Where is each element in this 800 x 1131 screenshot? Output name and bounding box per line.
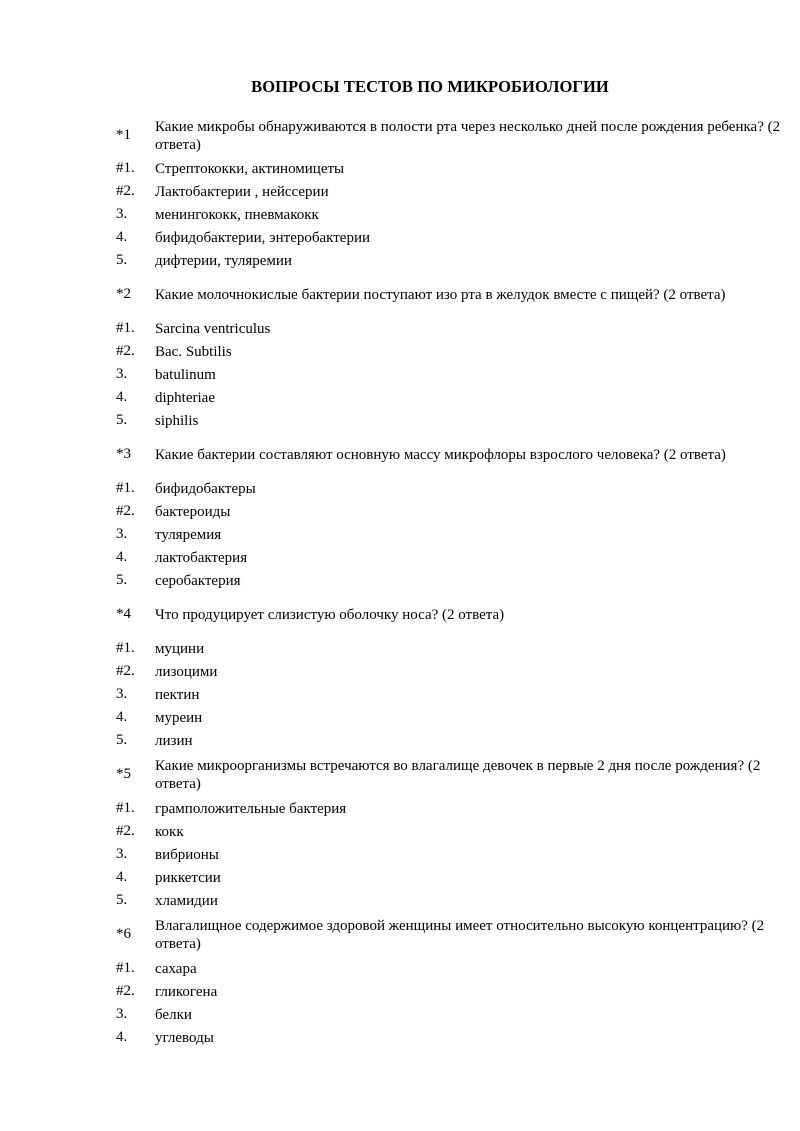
answer-number: #2. [116,343,135,359]
answer-text: белки [155,1007,192,1023]
question-number: *4 [116,606,131,622]
question-number: *3 [116,446,131,462]
answer-text: серобактерия [155,573,241,589]
answer-text: Bac. Subtilis [155,344,232,360]
page-title: ВОПРОСЫ ТЕСТОВ ПО МИКРОБИОЛОГИИ [251,77,609,96]
question-text-line: ответа) [155,137,201,153]
answer-number: 4. [116,389,128,405]
answer-text: менингококк, пневмакокк [155,207,319,223]
answer-number: #1. [116,320,135,336]
question-number: *5 [116,766,131,782]
answer-text: бифидобактеры [155,481,256,497]
question-text-line: ответа) [155,776,201,792]
question-text [155,606,504,624]
question-text [155,118,780,154]
answer-number: 3. [116,1006,128,1022]
answer-number: #1. [116,960,135,976]
answer-number: 3. [116,206,128,222]
answer-number: 4. [116,709,128,725]
answer-text: вибрионы [155,847,219,863]
question-text-line: Какие микробы обнаруживаются в полости рта через несколько дней после рождения ребенка? (2 [155,119,781,135]
answer-text: дифтерии, туляремии [155,253,292,269]
answer-text: Sarcina ventriculus [155,321,271,337]
answer-number: #2. [116,823,135,839]
answer-text: кокк [155,824,184,840]
answer-number: 5. [116,252,128,268]
answer-text: siphilis [155,413,199,429]
answer-text: лизин [155,733,193,749]
answer-text: batulinum [155,367,216,383]
question-text [155,446,726,464]
answer-number: #2. [116,183,135,199]
answer-text: Лактобактерии , нейссерии [155,184,329,200]
answer-number: #1. [116,800,135,816]
answer-text: лизоцими [155,664,218,680]
answer-text: хламидии [155,893,218,909]
answer-text: сахара [155,961,197,977]
question-text-line: Какие бактерии составляют основную массу микрофлоры взрослого человека? (2 ответа) [155,447,726,463]
answer-text: муреин [155,710,203,726]
answer-text: грамположительные бактерия [155,801,347,817]
question-text-line: Какие молочнокислые бактерии поступают изо рта в желудок вместе с пищей? (2 ответа) [155,287,726,303]
question-text [155,757,760,793]
answer-number: 4. [116,229,128,245]
answer-text: diphteriae [155,390,215,406]
answer-text: туляремия [155,527,222,543]
answer-number: 3. [116,686,128,702]
answer-text: лактобактерия [155,550,248,566]
answer-number: 5. [116,732,128,748]
question-text-line: Что продуцирует слизистую оболочку носа? (2 ответа) [155,607,505,623]
answer-text: риккетсии [155,870,221,886]
answer-number: #1. [116,160,135,176]
answer-text: Стрептококки, актиномицеты [155,161,345,177]
answer-number: 4. [116,869,128,885]
question-number: *1 [116,127,131,143]
answer-number: 4. [116,549,128,565]
answer-number: 3. [116,846,128,862]
answer-number: #2. [116,663,135,679]
question-text [155,286,726,304]
answer-number: 3. [116,526,128,542]
answer-number: 3. [116,366,128,382]
answer-number: 5. [116,572,128,588]
answer-text: пектин [155,687,200,703]
question-text-line: Какие микроорганизмы встречаются во влагалище девочек в первые 2 дня после рождения? (2 [155,758,761,774]
question-number: *2 [116,286,131,302]
question-text [155,917,764,953]
answer-number: 5. [116,412,128,428]
answer-text: бактероиды [155,504,231,520]
question-text-line: ответа) [155,936,201,952]
answer-number: #1. [116,480,135,496]
answer-number: #2. [116,983,135,999]
answer-number: 4. [116,1029,128,1045]
answer-number: 5. [116,892,128,908]
answer-text: муцини [155,641,205,657]
question-number: *6 [116,926,131,942]
answer-number: #1. [116,640,135,656]
answer-text: углеводы [155,1030,214,1046]
answer-text: гликогена [155,984,218,1000]
question-text-line: Влагалищное содержимое здоровой женщины имеет относительно высокую концентрацию? (2 [155,918,765,934]
answer-text: бифидобактерии, энтеробактерии [155,230,371,246]
answer-number: #2. [116,503,135,519]
